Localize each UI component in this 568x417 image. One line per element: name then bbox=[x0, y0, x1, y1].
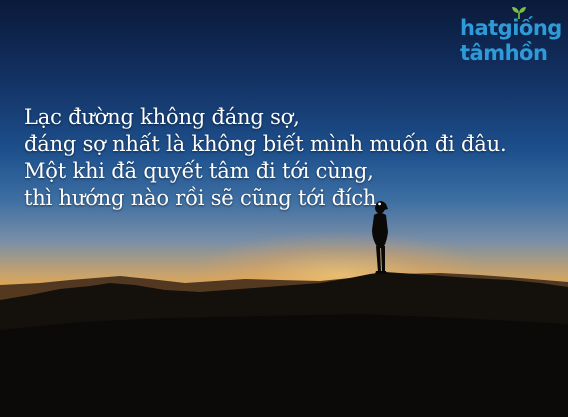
logo-line-1: hatgiống bbox=[460, 16, 562, 40]
quote-text bbox=[24, 104, 544, 212]
quote-line-2: đáng sợ nhất là không biết mình muốn đi đâu. bbox=[24, 132, 507, 156]
foreground-ground bbox=[0, 314, 568, 417]
quote-line-1: Lạc đường không đáng sợ, bbox=[24, 105, 300, 129]
quote-line-4: thì hướng nào rồi sẽ cũng tới đích. bbox=[24, 186, 383, 210]
logo-line-2: tâmhồn bbox=[460, 41, 548, 65]
hatgiongtamhon-logo bbox=[460, 10, 564, 68]
quote-line-3: Một khi đã quyết tâm đi tới cùng, bbox=[24, 159, 374, 183]
